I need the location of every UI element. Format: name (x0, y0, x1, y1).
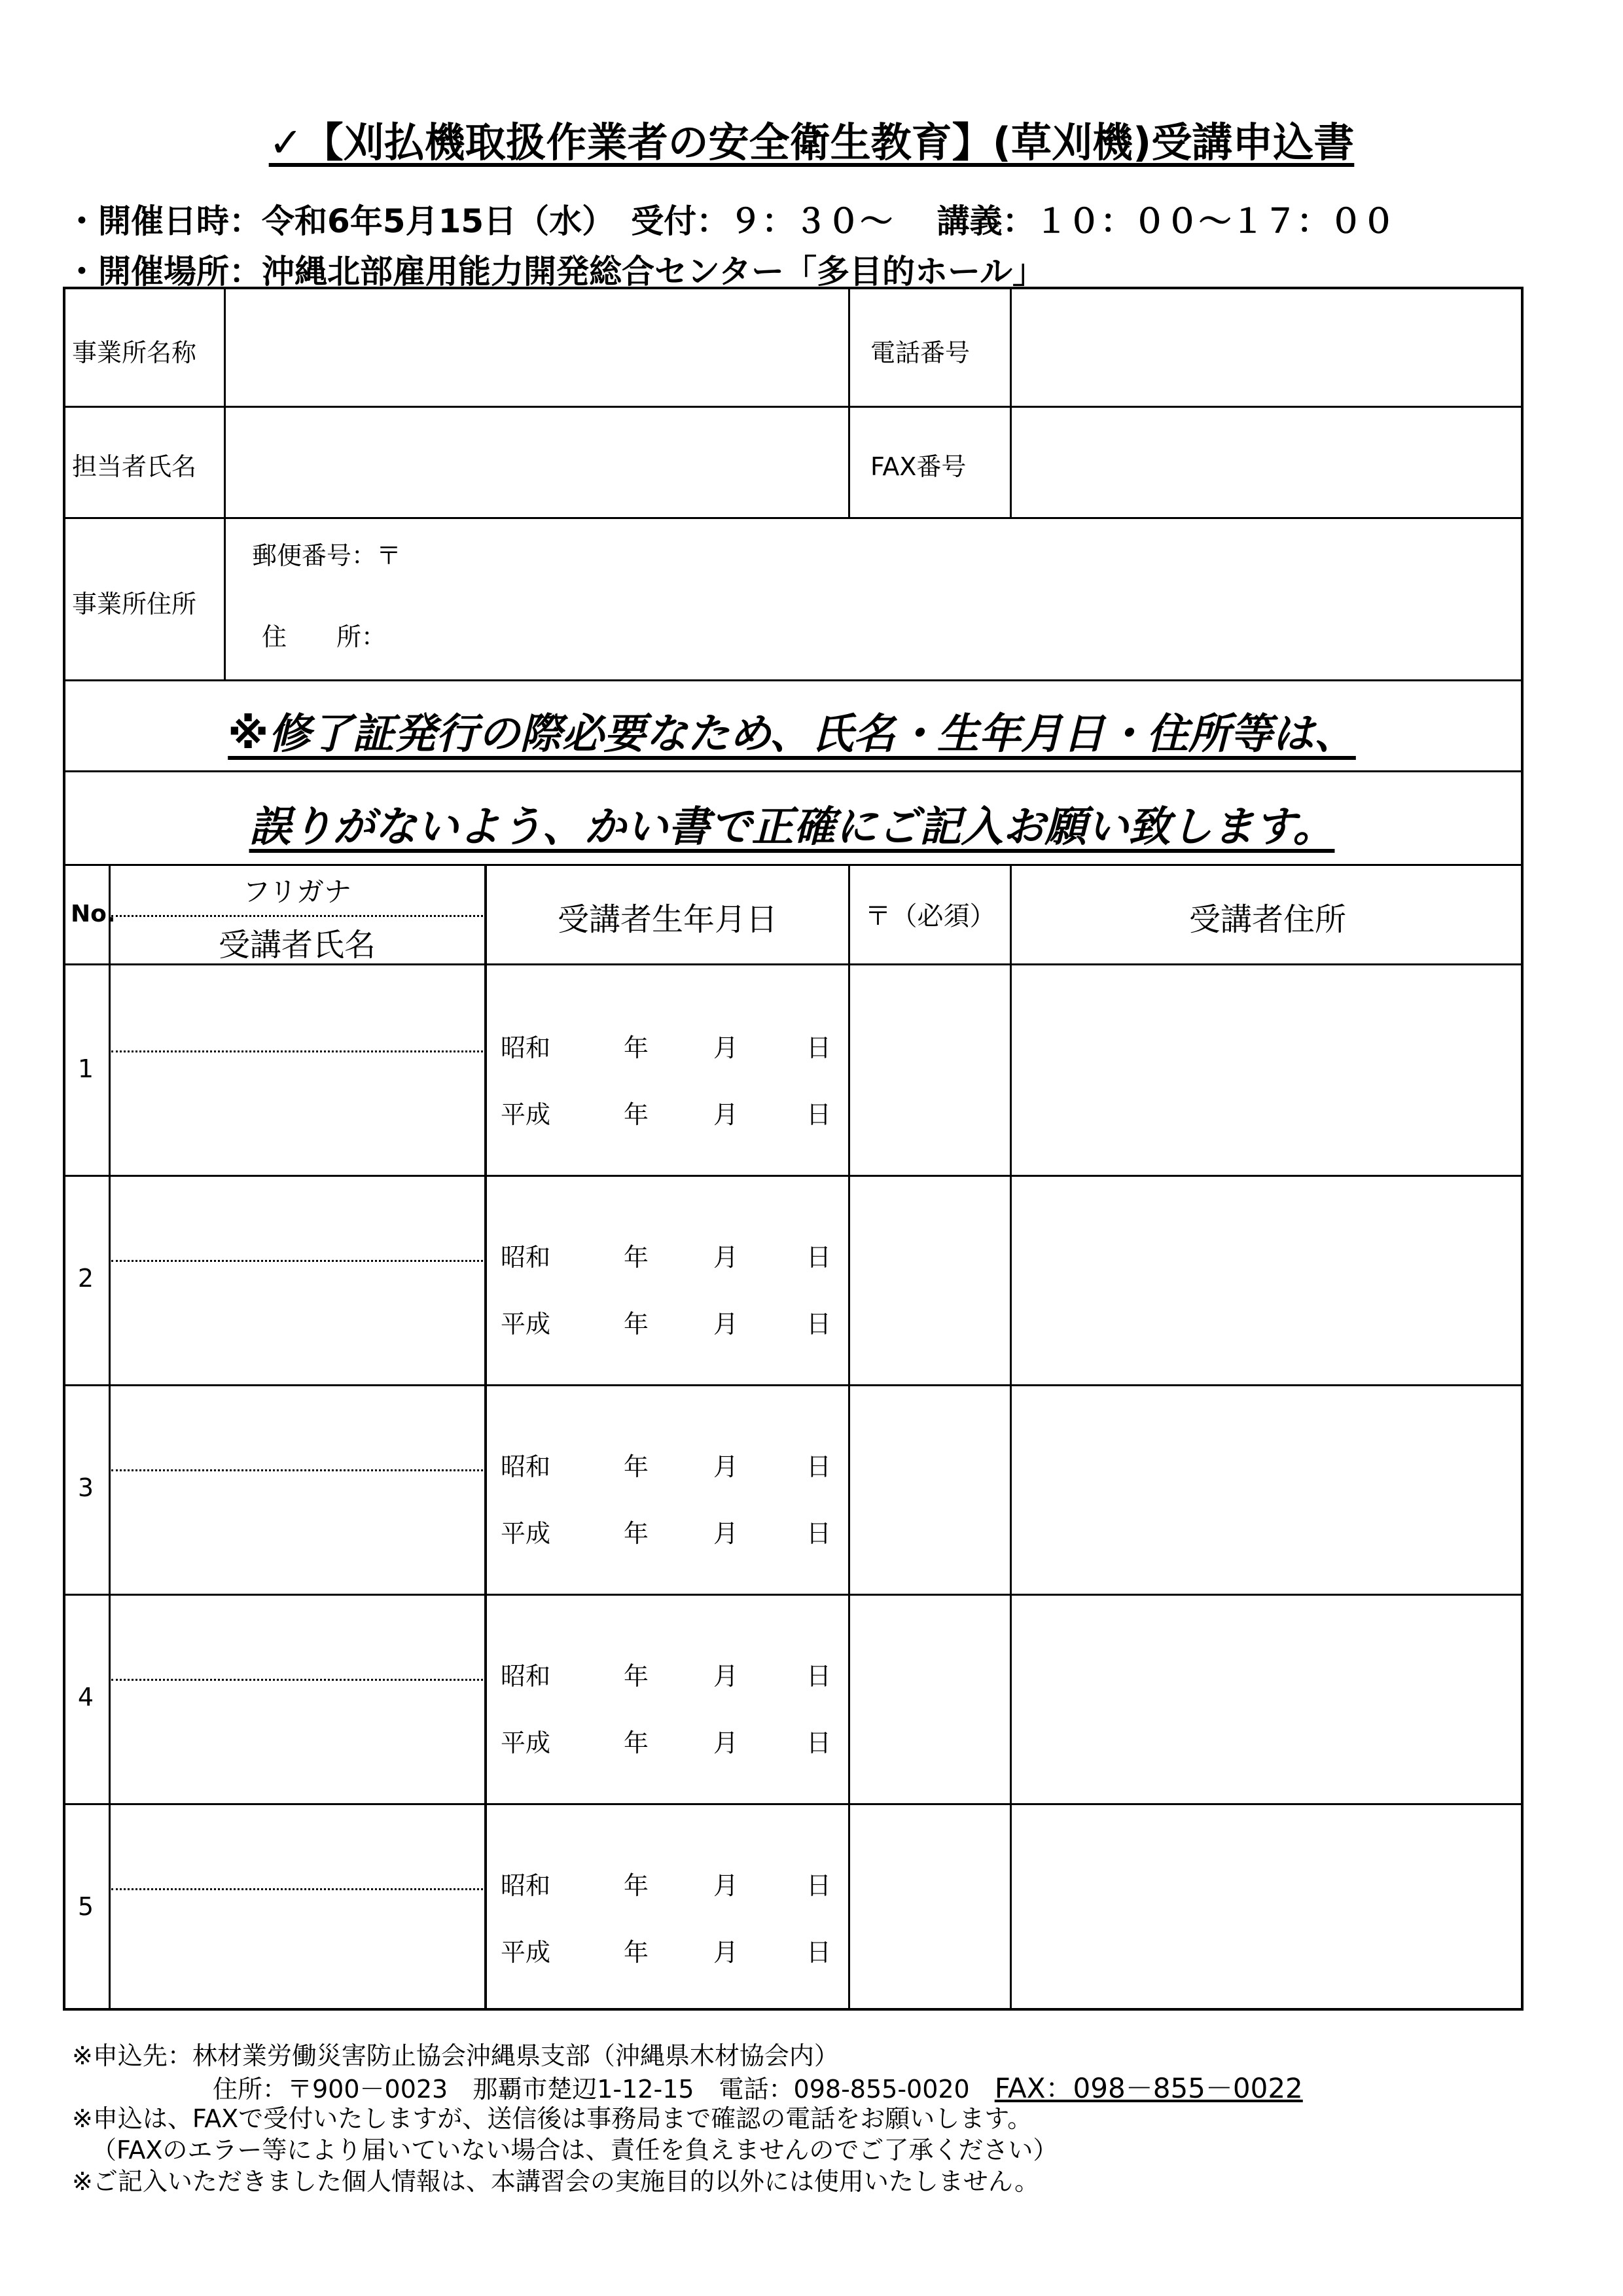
fax-label: FAX番号 (870, 452, 967, 481)
address-field-label: 住 所： (262, 622, 387, 651)
month-label: 月 (713, 1033, 739, 1062)
person-label: 担当者氏名 (72, 452, 197, 481)
header-no: No. (71, 901, 116, 927)
office-name-label: 事業所名称 (72, 338, 197, 367)
era-showa: 昭和 (501, 1452, 551, 1481)
era-heisei: 平成 (501, 1938, 551, 1967)
row-number: 5 (77, 1892, 94, 1921)
day-label: 日 (806, 1662, 832, 1691)
postal-label: 郵便番号：〒 (252, 541, 402, 570)
row-number: 3 (77, 1473, 94, 1502)
year-label: 年 (624, 1452, 649, 1481)
notice-line-2: 誤りがないよう、かい書で正確にご記入お願い致します。 (249, 803, 1335, 852)
month-label: 月 (713, 1452, 739, 1481)
footer-line-3: ※申込は、FAXで受付いたしますが、送信後は事務局まで確認の電話をお願いします。 (72, 2104, 1033, 2133)
day-label: 日 (806, 1519, 832, 1548)
month-label: 月 (713, 1519, 739, 1548)
day-label: 日 (806, 1729, 832, 1757)
header-furigana: フリガナ (243, 876, 351, 908)
event-place-line: ・開催場所：沖縄北部雇用能力開発総合センター「多目的ホール」 (65, 253, 1045, 291)
year-label: 年 (624, 1243, 649, 1272)
day-label: 日 (806, 1871, 832, 1900)
month-label: 月 (713, 1871, 739, 1900)
row-number: 4 (77, 1683, 94, 1712)
year-label: 年 (624, 1310, 649, 1338)
row-number: 1 (77, 1054, 94, 1083)
era-showa: 昭和 (501, 1871, 551, 1900)
event-date-line: ・開催日時：令和6年5月15日（水） 受付：９：３０～ 講義：１０：００～１７：００ (65, 202, 1395, 240)
footer-fax: FAX：098－855－0022 (994, 2072, 1303, 2104)
month-label: 月 (713, 1662, 739, 1691)
era-showa: 昭和 (501, 1662, 551, 1691)
year-label: 年 (624, 1033, 649, 1062)
day-label: 日 (806, 1938, 832, 1967)
month-label: 月 (713, 1729, 739, 1757)
day-label: 日 (806, 1100, 832, 1129)
row-number: 2 (77, 1264, 94, 1293)
day-label: 日 (806, 1243, 832, 1272)
year-label: 年 (624, 1729, 649, 1757)
header-name: 受講者氏名 (218, 927, 376, 963)
year-label: 年 (624, 1871, 649, 1900)
era-heisei: 平成 (501, 1519, 551, 1548)
year-label: 年 (624, 1519, 649, 1548)
day-label: 日 (806, 1033, 832, 1062)
day-label: 日 (806, 1452, 832, 1481)
footer-line-1: ※申込先：林材業労働災害防止協会沖縄県支部（沖縄県木材協会内） (72, 2041, 839, 2070)
year-label: 年 (624, 1938, 649, 1967)
month-label: 月 (713, 1938, 739, 1967)
day-label: 日 (806, 1310, 832, 1338)
month-label: 月 (713, 1310, 739, 1338)
address-label: 事業所住所 (72, 590, 197, 619)
era-heisei: 平成 (501, 1100, 551, 1129)
era-heisei: 平成 (501, 1729, 551, 1757)
era-showa: 昭和 (501, 1243, 551, 1272)
era-showa: 昭和 (501, 1033, 551, 1062)
year-label: 年 (624, 1100, 649, 1129)
phone-label: 電話番号 (870, 338, 971, 367)
month-label: 月 (713, 1100, 739, 1129)
notice-line-1: ※修了証発行の際必要なため、氏名・生年月日・住所等は、 (228, 710, 1356, 759)
header-address: 受講者住所 (1188, 901, 1346, 938)
footer-line-5: ※ご記入いただきました個人情報は、本講習会の実施目的以外には使用いたしません。 (72, 2167, 1040, 2196)
month-label: 月 (713, 1243, 739, 1272)
era-heisei: 平成 (501, 1310, 551, 1338)
year-label: 年 (624, 1662, 649, 1691)
footer-address: 住所：〒900－0023 那覇市楚辺1-12-15 電話：098-855-0020 (213, 2075, 995, 2104)
footer-line-4: （FAXのエラー等により届いていない場合は、責任を負えませんのでご了承ください） (92, 2136, 1058, 2164)
page-title: ✓【刈払機取扱作業者の安全衛生教育】(草刈機)受講申込書 (268, 118, 1355, 166)
header-zip: 〒（必須） (865, 901, 996, 931)
header-birth: 受講者生年月日 (557, 901, 777, 938)
